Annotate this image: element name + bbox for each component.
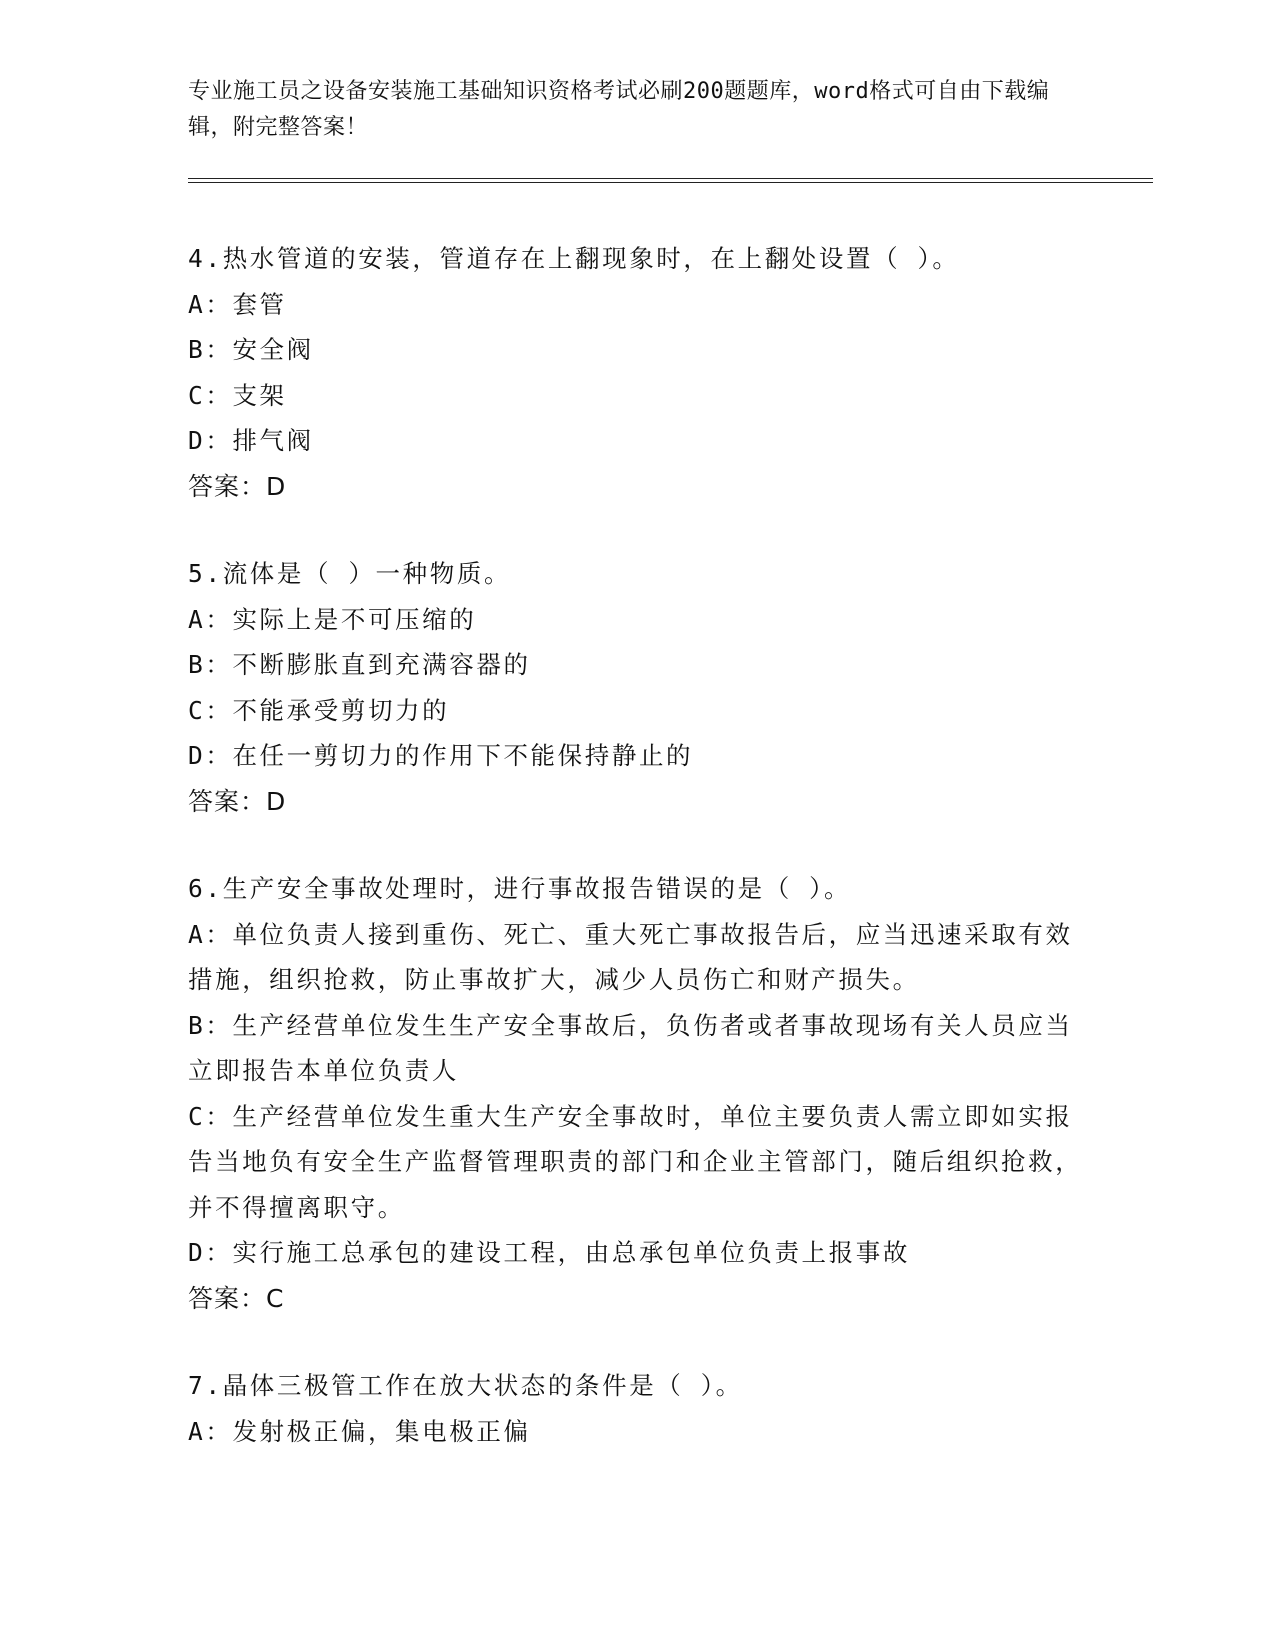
question-stem: 7.晶体三极管工作在放大状态的条件是（ ）。 bbox=[188, 1371, 743, 1400]
question-stem: 4.热水管道的安装，管道存在上翻现象时，在上翻处设置（ ）。 bbox=[188, 244, 960, 273]
header-divider-bottom bbox=[188, 182, 1153, 183]
answer-line: 答案：D bbox=[188, 471, 287, 501]
option-c: C：生产经营单位发生重大生产安全事故时，单位主要负责人需立即如实报告当地负有安全生产监督管理职责的部门和企业主管部门，随后组织抢救，并不得擅离职守。 bbox=[188, 1101, 1083, 1222]
question-4 bbox=[188, 236, 1088, 509]
answer-line: 答案：C bbox=[188, 1283, 285, 1313]
question-stem: 6.生产安全事故处理时，进行事故报告错误的是（ ）。 bbox=[188, 874, 852, 903]
option-c: C：不能承受剪切力的 bbox=[188, 695, 450, 725]
option-b: B：不断膨胀直到充满容器的 bbox=[188, 650, 531, 679]
question-stem: 5.流体是（ ）一种物质。 bbox=[188, 559, 512, 588]
option-b: B：安全阀 bbox=[188, 335, 314, 364]
answer-line: 答案：D bbox=[188, 786, 287, 816]
option-a: A：套管 bbox=[188, 289, 287, 319]
document-header: 专业施工员之设备安装施工基础知识资格考试必刷200题题库，word格式可自由下载编辑，附完整答案！ bbox=[188, 79, 1050, 140]
option-d: D：排气阀 bbox=[188, 426, 314, 455]
header-divider-top bbox=[188, 178, 1153, 179]
option-a: A：单位负责人接到重伤、死亡、重大死亡事故报告后，应当迅速采取有效措施，组织抢救，防止事故扩大，减少人员伤亡和财产损失。 bbox=[188, 919, 1073, 994]
question-list bbox=[188, 236, 1088, 1496]
option-b: B：生产经营单位发生生产安全事故后，负伤者或者事故现场有关人员应当立即报告本单位负责人 bbox=[188, 1010, 1073, 1085]
question-5 bbox=[188, 551, 1088, 824]
question-6 bbox=[188, 866, 1088, 1321]
option-d: D：实行施工总承包的建设工程，由总承包单位负责上报事故 bbox=[188, 1238, 910, 1267]
option-c: C：支架 bbox=[188, 380, 287, 410]
question-7 bbox=[188, 1363, 1088, 1454]
option-d: D：在任一剪切力的作用下不能保持静止的 bbox=[188, 741, 694, 770]
option-a: A：实际上是不可压缩的 bbox=[188, 604, 477, 634]
option-a: A：发射极正偏，集电极正偏 bbox=[188, 1416, 531, 1446]
